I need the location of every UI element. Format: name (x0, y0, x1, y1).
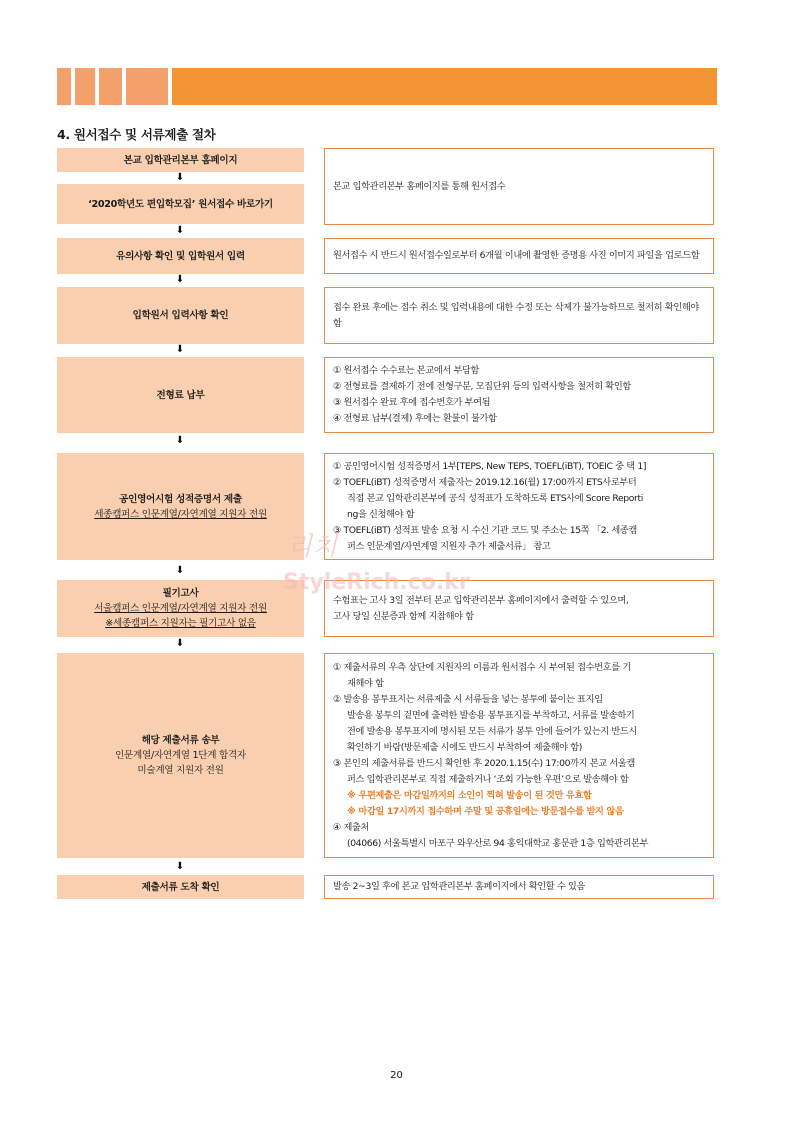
step-subtitle: 미술계열 지원자 전원 (137, 765, 224, 776)
detail-line: ng을 신청해야 함 (347, 508, 415, 520)
header-block-1 (57, 68, 71, 105)
step-apply-shortcut (57, 184, 304, 224)
detail-fee (324, 357, 714, 433)
step-title: 해당 제출서류 송부 (141, 735, 220, 746)
detail-line: ④ 전형료 납부(결제) 후에는 환불이 불가함 (333, 413, 497, 424)
detail-line: 고사 당일 신분증과 함께 지참해야 함 (333, 610, 474, 622)
step-arrival-check (57, 875, 304, 899)
detail-line: ④ 제출처 (333, 821, 370, 833)
step-title: 공인영어시험 성적증명서 제출 (119, 493, 242, 505)
detail-line: ① 제출서류의 우측 상단에 지원자의 이름과 원서접수 시 부여된 접수번호를 기 (333, 661, 631, 673)
warning-note: ※ 마감일 17시까지 접수하며 주말 및 공휴일에는 방문접수를 받지 않음 (347, 805, 624, 817)
step-title: 필기고사 (162, 588, 199, 599)
down-arrow-icon: ⬇ (175, 344, 185, 355)
down-arrow-icon: ⬇ (175, 638, 185, 649)
detail-line: 수험표는 고사 3일 전부터 본교 입학관리본부 홈페이지에서 출력할 수 있으며, (333, 594, 629, 606)
address-line: (04066) 서울특별시 마포구 와우산로 94 홍익대학교 홍문관 1층 입학관리본부 (347, 837, 649, 849)
step-note: ※세종캠퍼스 지원자는 필기고사 없음 (105, 618, 256, 629)
detail-line: ③ TOEFL(iBT) 성적표 발송 요청 시 수신 기관 코드 및 주소는 15쪽 「2. 세종캠 (333, 524, 637, 536)
page-number: 20 (390, 1070, 403, 1081)
detail-arrival (324, 875, 714, 899)
step-written-exam (57, 580, 304, 637)
step-title: 본교 입학관리본부 홈페이지 (123, 154, 238, 166)
step-title: 제출서류 도착 확인 (141, 881, 220, 893)
step-title: 전형료 납부 (156, 389, 205, 401)
detail-line: 전에 발송용 봉투표지에 명시된 모든 서류가 봉투 안에 들어가 있는지 반드시 (347, 725, 637, 737)
detail-homepage (324, 148, 714, 225)
detail-line: 퍼스 입학관리본부로 직접 제출하거나 ‘조회 가능한 우편’으로 발송해야 함 (347, 773, 629, 785)
step-subtitle: 서울캠퍼스 인문계열/자연계열 지원자 전원 (94, 603, 267, 614)
down-arrow-icon: ⬇ (175, 274, 185, 285)
header-block-3 (99, 68, 122, 105)
step-homepage (57, 148, 304, 172)
detail-line: ① 공인영어시험 성적증명서 1부[TEPS, New TEPS, TOEFL(iBT), TOEIC 중 택 1] (333, 460, 647, 472)
warning-note: ※ 우편제출은 마감일까지의 소인이 찍혀 발송이 된 것만 유효함 (347, 789, 592, 801)
step-title: 유의사항 확인 및 입학원서 입력 (116, 250, 245, 262)
step-fee-payment (57, 357, 304, 433)
detail-line: 발송용 봉투의 겉면에 출력한 발송용 봉투표지를 부착하고, 서류를 발송하기 (347, 709, 635, 721)
step-confirm-input (57, 287, 304, 344)
detail-notice (324, 238, 714, 274)
section-title: 4. 원서접수 및 서류제출 절차 (57, 127, 216, 142)
down-arrow-icon: ⬇ (175, 861, 185, 872)
detail-text: 접수 완료 후에는 접수 취소 및 입력내용에 대한 수정 또는 삭제가 불가능하므로 철저히 확인해야 함 (333, 301, 699, 329)
watermark-script: 리치 (287, 532, 338, 562)
detail-line: ② 전형료를 결제하기 전에 전형구분, 모집단위 등의 입력사항을 철저히 확인함 (333, 381, 631, 392)
down-arrow-icon: ⬇ (175, 172, 185, 183)
detail-line: ③ 원서접수 완료 후에 접수번호가 부여됨 (333, 397, 491, 408)
down-arrow-icon: ⬇ (175, 225, 185, 236)
detail-confirm (324, 287, 714, 344)
watermark-brand: StyleRich.co.kr (283, 570, 470, 595)
detail-submit (324, 653, 714, 858)
header-block-4 (126, 68, 168, 105)
step-english-score (57, 453, 304, 560)
detail-english (324, 453, 714, 560)
detail-line: 확인하기 바람(방문제출 시에도 반드시 부착하여 제출해야 함) (347, 741, 583, 753)
step-notice-input (57, 238, 304, 274)
step-send-documents (57, 653, 304, 858)
detail-line: ② TOEFL(iBT) 성적증명서 제출자는 2019.12.16(월) 17:00까지 ETS사로부터 (333, 476, 637, 488)
step-title: ‘2020학년도 편입학모집’ 원서접수 바로가기 (88, 198, 273, 210)
header-block-2 (75, 68, 95, 105)
detail-line: ② 발송용 봉투표지는 서류제출 시 서류들을 넣는 봉투에 붙이는 표지임 (333, 693, 603, 705)
down-arrow-icon: ⬇ (175, 435, 185, 446)
detail-text: 발송 2~3일 후에 본교 입학관리본부 홈페이지에서 확인할 수 있음 (333, 881, 586, 892)
detail-line: ① 원서접수 수수료는 본교에서 부담함 (333, 365, 480, 376)
step-title: 입학원서 입력사항 확인 (132, 310, 229, 321)
detail-line: 재해야 함 (347, 677, 384, 689)
detail-text: 원서접수 시 반드시 원서접수일로부터 6개월 이내에 촬영한 증명용 사진 이미지 파일을 업로드함 (333, 250, 700, 261)
detail-written (324, 580, 714, 637)
detail-line: 퍼스 인문계열/자연계열 지원자 추가 제출서류」 참고 (347, 540, 551, 552)
detail-text: 본교 입학관리본부 홈페이지를 통해 원서접수 (333, 180, 506, 192)
detail-line: ③ 본인의 제출서류를 반드시 확인한 후 2020.1.15(수) 17:00까지 본교 서울캠 (333, 757, 635, 769)
detail-line: 직접 본교 입학관리본부에 공식 성적표가 도착하도록 ETS사에 Score Reporti (347, 492, 643, 504)
step-subtitle: 인문계열/자연계열 1단계 합격자 (115, 750, 246, 761)
step-subtitle: 세종캠퍼스 인문계열/자연계열 지원자 전원 (94, 508, 267, 520)
down-arrow-icon: ⬇ (175, 565, 185, 576)
header-bar-main (172, 68, 717, 105)
